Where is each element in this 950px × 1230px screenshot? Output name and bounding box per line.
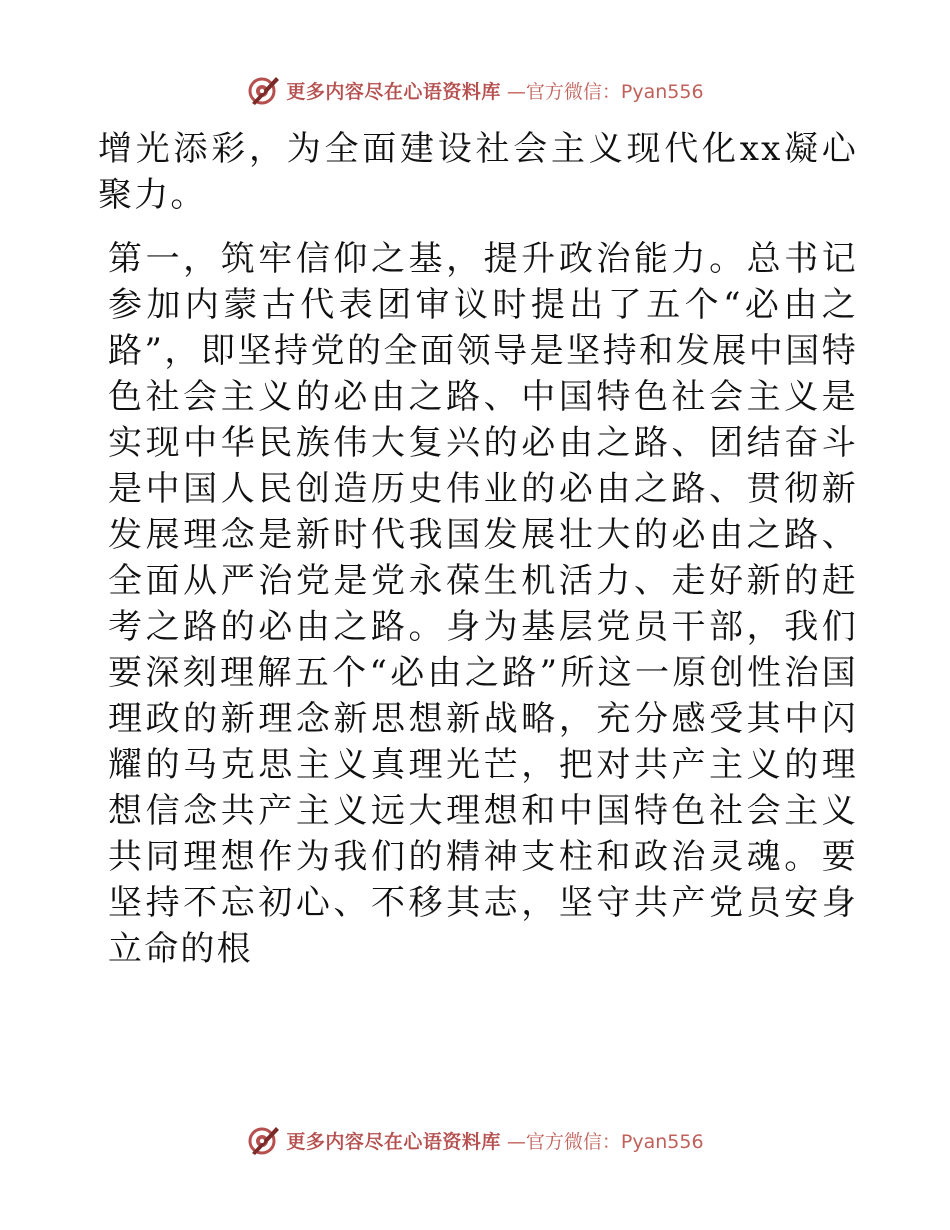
header-banner xyxy=(0,70,950,110)
footer-contact-text: —官方微信：Pyan556 xyxy=(506,1130,704,1153)
pen-logo-icon xyxy=(246,73,280,107)
paragraph-continuation: 增光添彩，为全面建设社会主义现代化xx凝心聚力。 xyxy=(98,129,858,215)
pen-logo-icon xyxy=(246,1123,280,1157)
header-brand-text: 更多内容尽在心语资料库 xyxy=(286,80,501,103)
footer-banner xyxy=(0,1120,950,1160)
footer-brand-text: 更多内容尽在心语资料库 xyxy=(286,1130,501,1153)
paragraph-first-point: 第一，筑牢信仰之基，提升政治能力。总书记参加内蒙古代表团审议时提出了五个“必由之路”，即坚持党的全面领导是坚持和发展中国特色社会主义的必由之路、中国特色社会主义是实现中华民族伟大复兴的必由之路、团结奋斗是中国人民创造历史伟业的必由之路、贯彻新发展理念是新时代我国发展壮大的必由之路、全面从严治党是党永葆生机活力、走好新的赶考之路的必由之路。身为基层党员干部，我们要深刻理解五个“必由之路”所这一原创性治国理政的新理念新思想新战略，充分感受其中闪耀的马克思主义真理光芒，把对共产主义的理想信念共产主义远大理想和中国特色社会主义共同理想作为我们的精神支柱和政治灵魂。要坚持不忘初心、不移其志，坚守共产党员安身立命的根 xyxy=(108,239,858,969)
document-body xyxy=(98,126,858,972)
header-contact-text: —官方微信：Pyan556 xyxy=(506,80,704,103)
